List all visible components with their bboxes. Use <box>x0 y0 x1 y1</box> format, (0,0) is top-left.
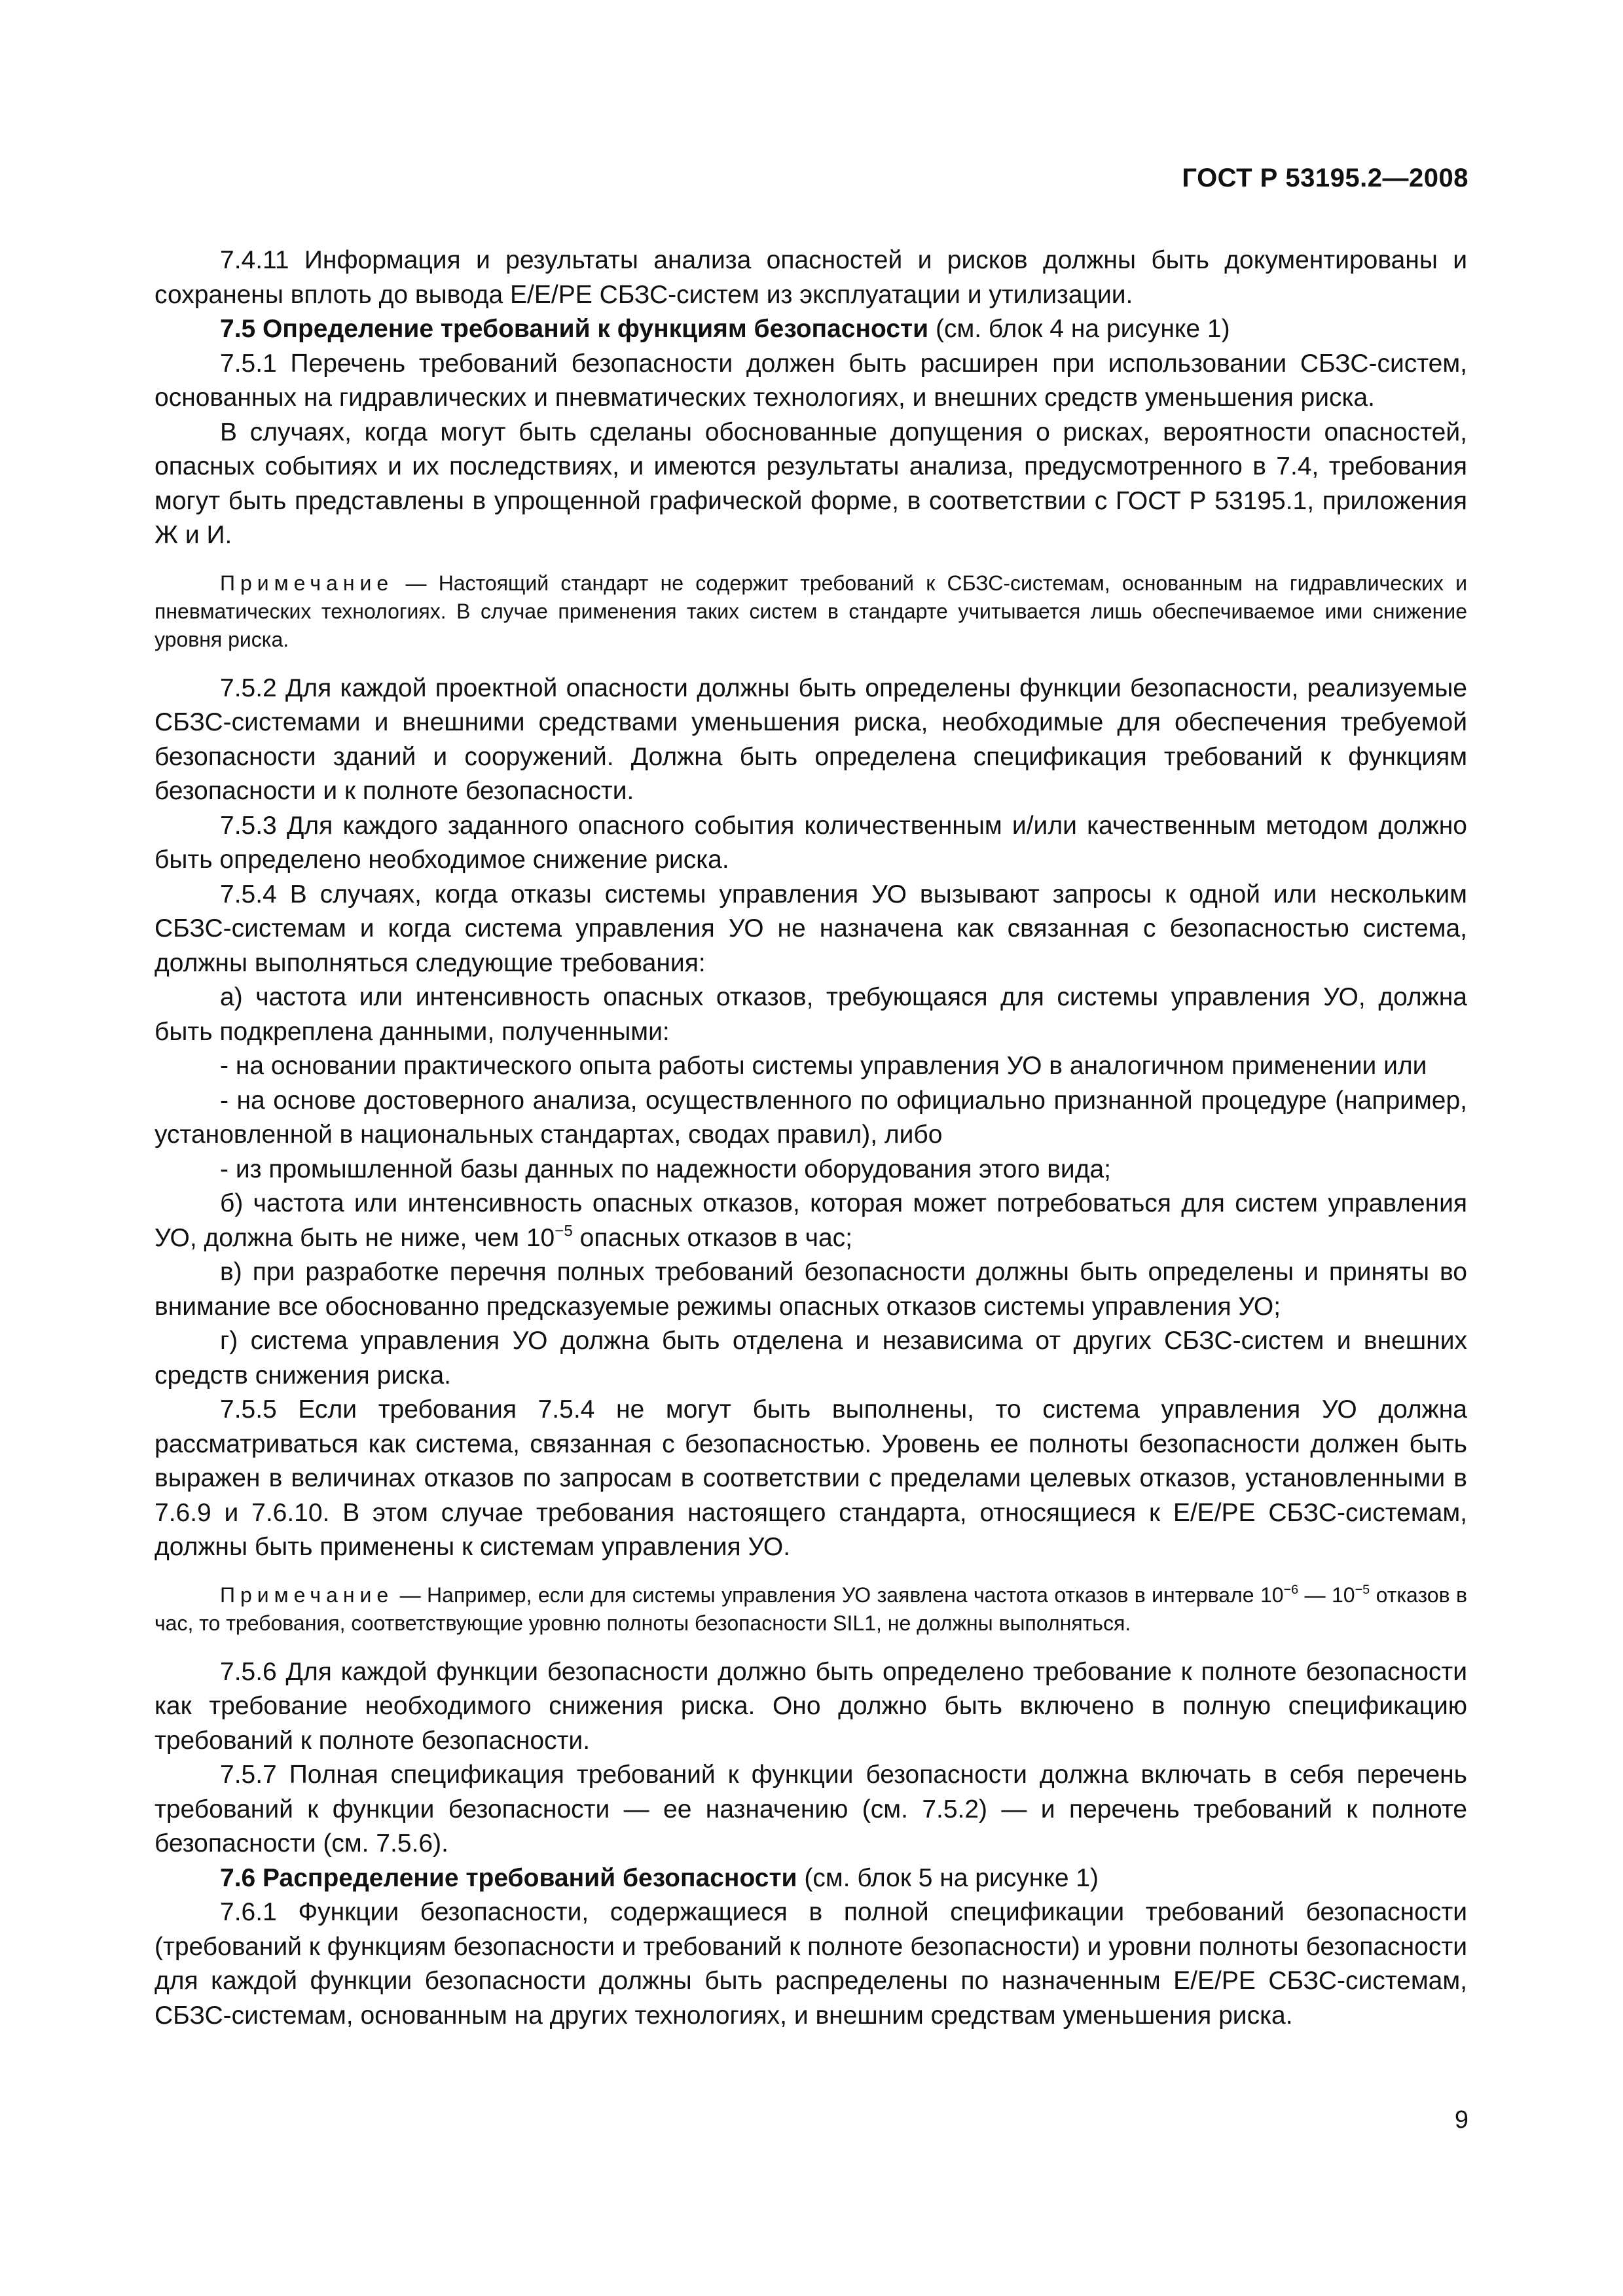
note-2 <box>155 1581 1467 1638</box>
list-item-b <box>155 1187 1467 1255</box>
heading-7-6-reference: (см. блок 5 на рисунке 1) <box>797 1863 1099 1892</box>
heading-7-5-reference: (см. блок 4 на рисунке 1) <box>928 315 1230 343</box>
heading-7-5-title: 7.5 Определение требований к функциям безопасности <box>220 315 929 343</box>
note-2-text-2: — 10 <box>1298 1583 1355 1607</box>
heading-7-6-title: 7.6 Распределение требований безопасности <box>220 1863 797 1892</box>
paragraph-7-5-5: 7.5.5 Если требования 7.5.4 не могут быть выполнены, то система управления УО должна рассматриваться как система, связанная с безопасностью. Уровень ее полноты безопасности должен быть выражен в величинах отказов по запросам в соответствии с пределами целевых отказов, установленными в 7.6.9 и 7.6.10. В этом случае требования настоящего стандарта, относящиеся к Е/Е/РЕ СБЗС-системам, должны быть применены к системам управления УО. <box>155 1395 1467 1561</box>
note-1-text: — Настоящий стандарт не содержит требований к СБЗС-системам, основанным на гидравлических и пневматических технологиях. В случае применения таких систем в стандарте учитывается лишь обеспечиваемое ими снижение уровня риска. <box>155 571 1467 651</box>
paragraph-7-5-3: 7.5.3 Для каждого заданного опасного события количественным и/или качественным методом должно быть определено необходимое снижение риска. <box>155 811 1467 874</box>
note-2-label: Примечание <box>220 1583 394 1607</box>
paragraph-7-5-6: 7.5.6 Для каждой функции безопасности должно быть определено требование к полноте безопасности как требование необходимого снижения риска. Оно должно быть включено в полную спецификацию требований к полноте безопасности. <box>155 1657 1467 1755</box>
list-subitem-a3: - из промышленной базы данных по надежности оборудования этого вида; <box>220 1155 1112 1183</box>
page-number: 9 <box>1454 2106 1468 2134</box>
note-1 <box>155 569 1467 654</box>
list-item-a: а) частота или интенсивность опасных отказов, требующаяся для системы управления УО, должна быть подкреплена данными, полученными: <box>155 983 1467 1046</box>
paragraph-7-4-11: 7.4.11 Информация и результаты анализа опасностей и рисков должны быть документированы и сохранены вплоть до вывода Е/Е/РЕ СБЗС-систем из эксплуатации и утилизации. <box>155 246 1467 309</box>
paragraph-7-5-2: 7.5.2 Для каждой проектной опасности должны быть определены функции безопасности, реализуемые СБЗС-системами и внешними средствами уменьшения риска, необходимые для обеспечения требуемой безопасности зданий и сооружений. Должна быть определена спецификация требований к функциям безопасности и к полноте безопасности. <box>155 673 1467 805</box>
heading-7-6 <box>155 1861 1467 1896</box>
paragraph-7-6-1: 7.6.1 Функции безопасности, содержащиеся в полной спецификации требований безопасности (требований к функциям безопасности и требований к полноте безопасности) и уровни полноты безопасности для каждой функции безопасности должны быть распределены по назначенным Е/Е/РЕ СБЗС-системам, СБЗС-системам, основанным на других технологиях, и внешним средствам уменьшения риска. <box>155 1898 1467 2030</box>
paragraph-7-5-4: 7.5.4 В случаях, когда отказы системы управления УО вызывают запросы к одной или нескольким СБЗС-системам и когда система управления УО не назначена как связанная с безопасностью система, должны выполняться следующие требования: <box>155 880 1467 977</box>
paragraph-7-5-1-continued: В случаях, когда могут быть сделаны обоснованные допущения о рисках, вероятности опасностей, опасных событиях и их последствиях, и имеются результаты анализа, предусмотренного в 7.4, требования могут быть представлены в упрощенной графической форме, в соответствии с ГОСТ Р 53195.1, приложения Ж и И. <box>155 418 1467 549</box>
list-item-g: г) система управления УО должна быть отделена и независима от других СБЗС-систем и внешних средств снижения риска. <box>155 1327 1467 1390</box>
list-subitem-a1: - на основании практического опыта работы системы управления УО в аналогичном применении или <box>220 1052 1427 1080</box>
document-body <box>155 243 1467 2033</box>
heading-7-5 <box>155 312 1467 347</box>
list-item-b-text: б) частота или интенсивность опасных отказов, которая может потребоваться для систем управления УО, должна быть не ниже, чем 10 <box>155 1189 1467 1252</box>
document-code-header: ГОСТ Р 53195.2—2008 <box>1182 164 1468 192</box>
list-item-b-text-end: опасных отказов в час; <box>572 1223 853 1252</box>
note-2-text: — Например, если для системы управления УО заявлена частота отказов в интервале 10 <box>393 1583 1284 1607</box>
list-item-v: в) при разработке перечня полных требований безопасности должны быть определены и приняты во внимание все обоснованно предсказуемые режимы опасных отказов системы управления УО; <box>155 1258 1467 1321</box>
paragraph-7-5-1: 7.5.1 Перечень требований безопасности должен быть расширен при использовании СБЗС-систем, основанных на гидравлических и пневматических технологиях, и внешних средств уменьшения риска. <box>155 349 1467 412</box>
note-2-exponent-1: −6 <box>1283 1582 1299 1597</box>
list-item-b-exponent: −5 <box>555 1221 573 1240</box>
list-subitem-a2: - на основе достоверного анализа, осуществленного по официально признанной процедуре (например, установленной в национальных стандартах, сводах правил), либо <box>155 1086 1467 1149</box>
paragraph-7-5-7: 7.5.7 Полная спецификация требований к функции безопасности должна включать в себя перечень требований к функции безопасности — ее назначению (см. 7.5.2) — и перечень требований к полноте безопасности (см. 7.5.6). <box>155 1761 1467 1857</box>
note-2-exponent-2: −5 <box>1355 1582 1370 1597</box>
note-1-label: Примечание <box>220 571 394 595</box>
note-2-text-3: отказов в час, то требования, соответствующие уровню полноты безопасности SIL1, не должны выполняться. <box>155 1583 1468 1635</box>
